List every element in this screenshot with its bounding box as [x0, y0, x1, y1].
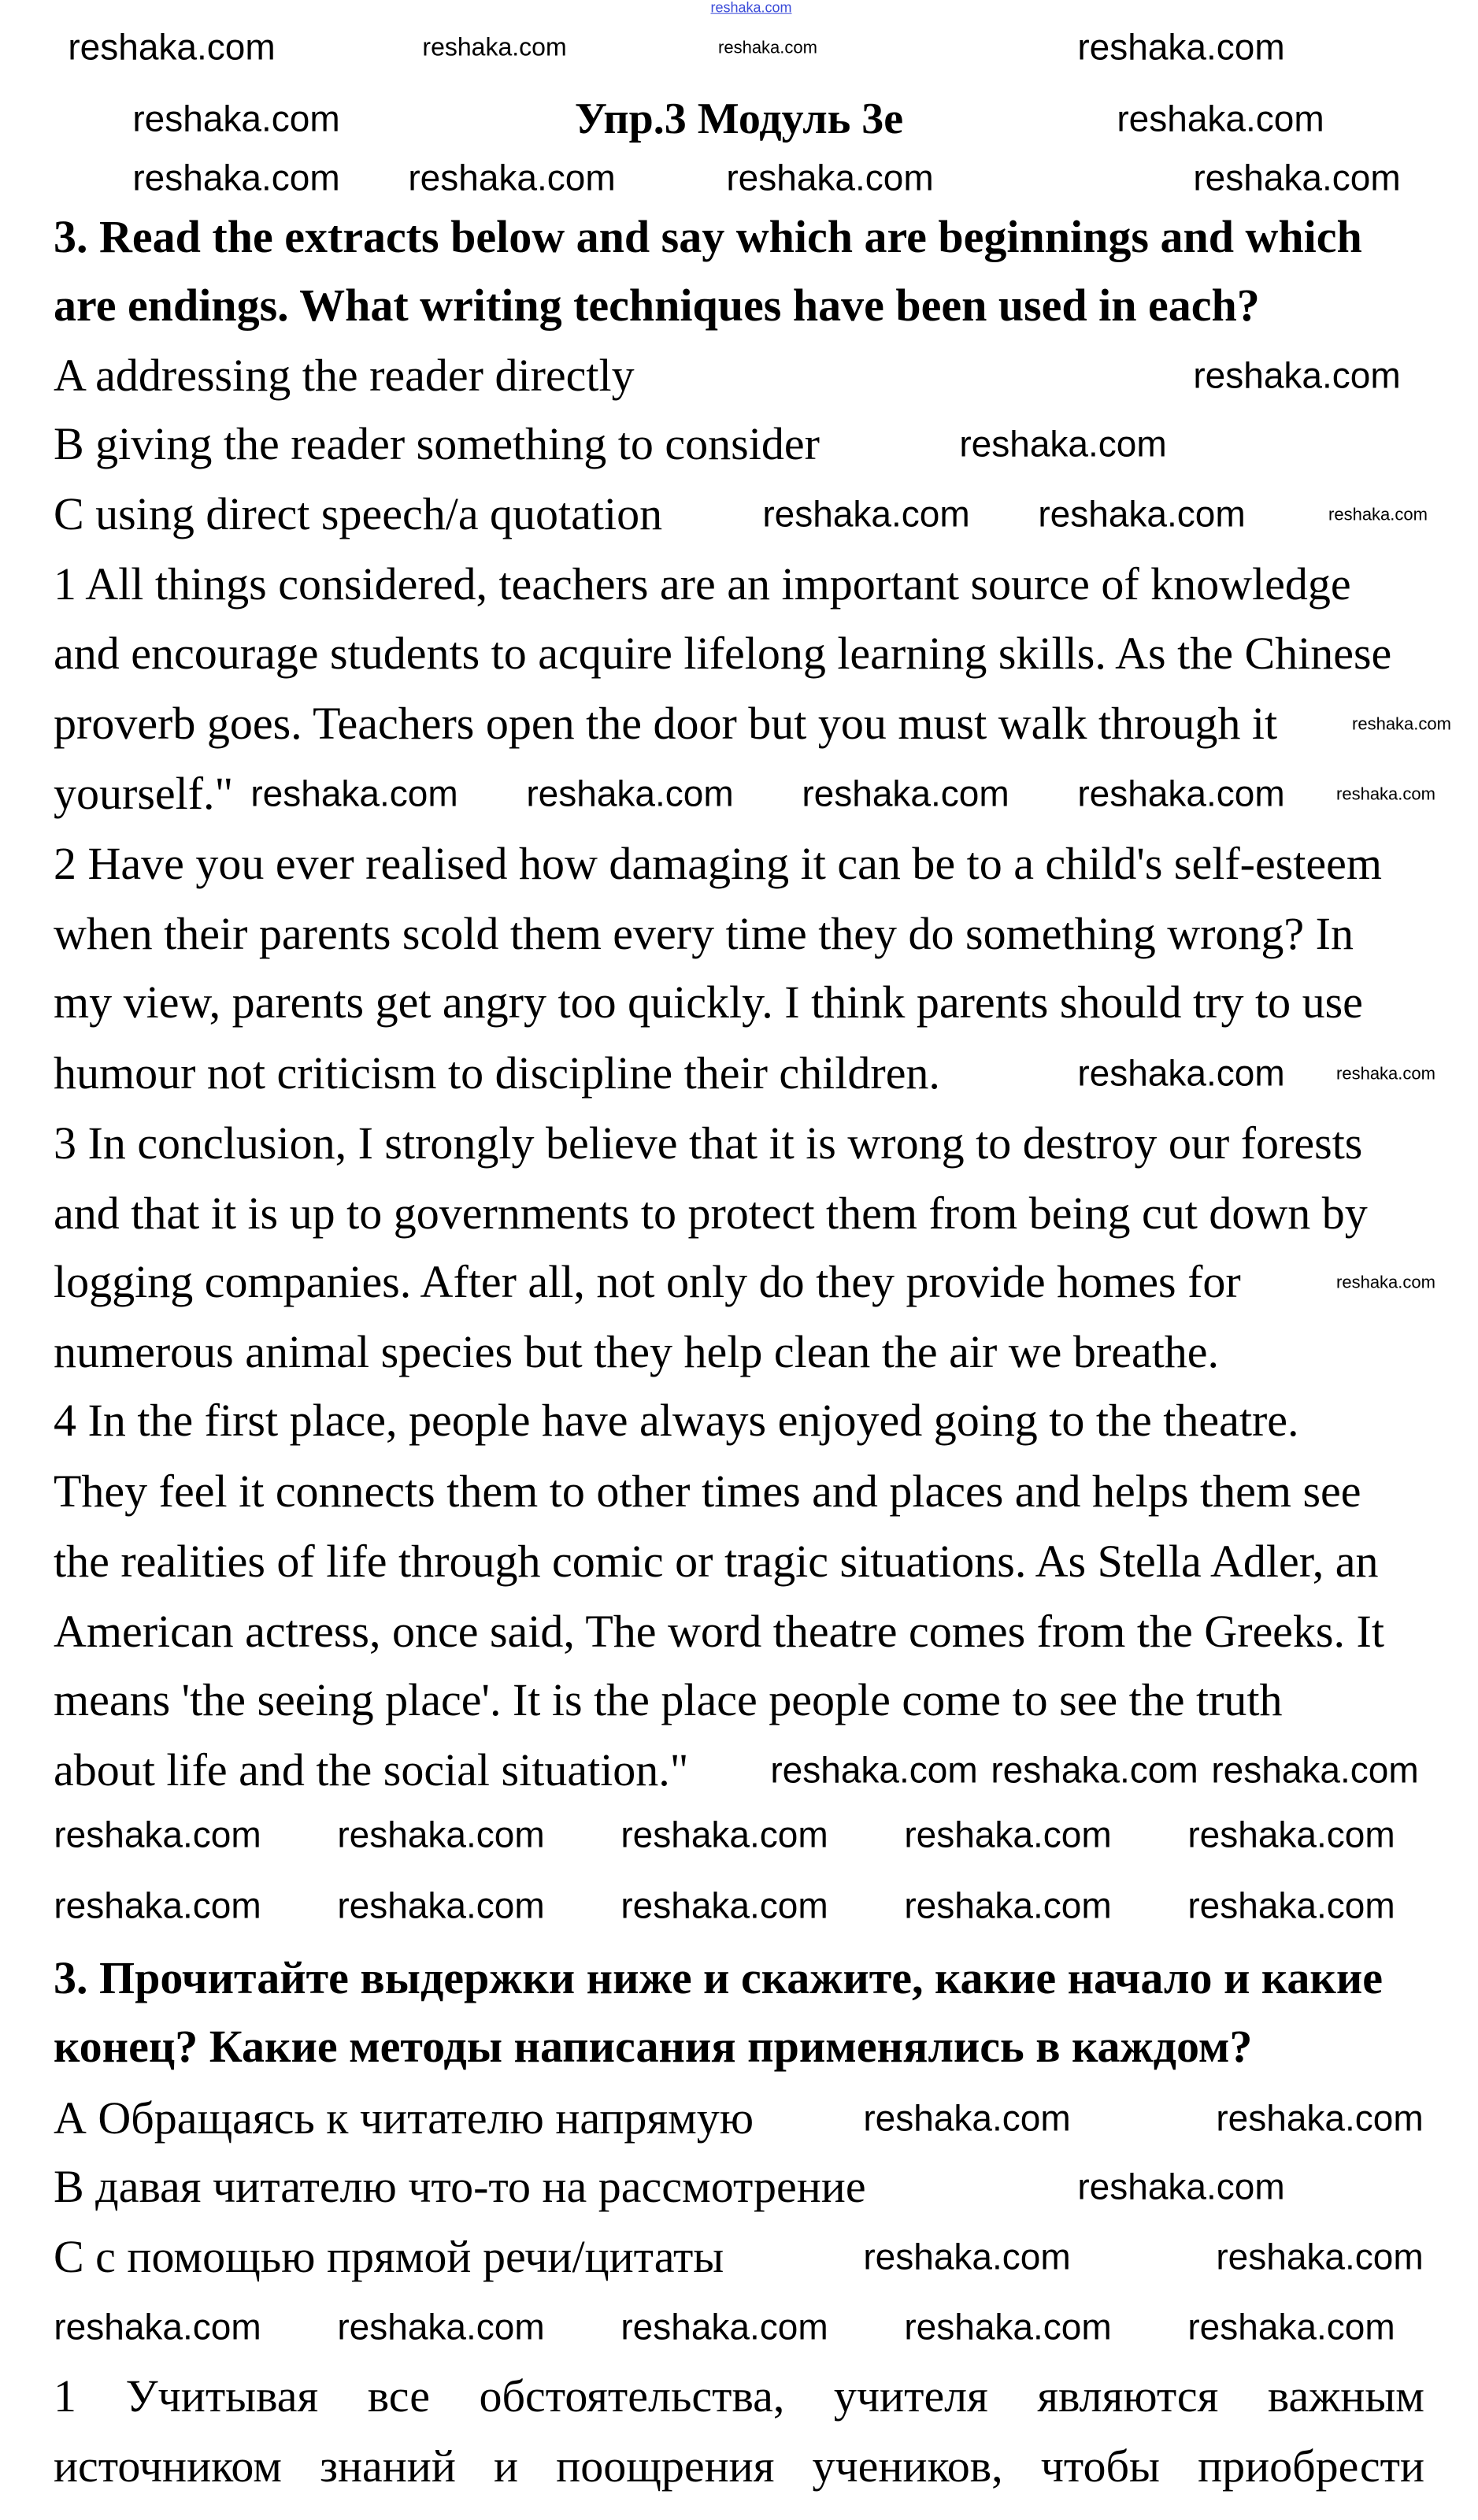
extract-1-ru-line: 1 Учитывая все обстоятельства, учителя являются важным [54, 2370, 1424, 2422]
watermark: reshaka.com [422, 32, 567, 61]
watermark: reshaka.com [132, 98, 340, 139]
watermark: reshaka.com [1211, 1749, 1419, 1791]
extract-1-line: proverb goes. Teachers open the door but you must walk through it [54, 698, 1278, 749]
watermark: reshaka.com [959, 423, 1167, 465]
watermark: reshaka.com [68, 26, 276, 68]
page-title: Упр.3 Модуль 3е [574, 94, 904, 143]
watermark: reshaka.com [1336, 1272, 1435, 1292]
watermark: reshaka.com [1336, 784, 1435, 804]
watermark: reshaka.com [1187, 2306, 1395, 2348]
watermark: reshaka.com [1216, 2097, 1424, 2139]
watermark: reshaka.com [904, 2306, 1112, 2348]
watermark: reshaka.com [1077, 1052, 1285, 1094]
extract-2-line: when their parents scold them every time they do something wrong? In [54, 908, 1354, 959]
watermark: reshaka.com [802, 773, 1009, 814]
extract-3-line: and that it is up to governments to protect them from being cut down by [54, 1188, 1368, 1239]
extract-2-line: 2 Have you ever realised how damaging it can be to a child's self-esteem [54, 838, 1383, 889]
watermark: reshaka.com [726, 157, 934, 198]
watermark: reshaka.com [1352, 713, 1451, 734]
extract-3-line: 3 In conclusion, I strongly believe that it is wrong to destroy our forests [54, 1117, 1363, 1169]
watermark: reshaka.com [762, 493, 970, 535]
extract-4-line: They feel it connects them to other times and places and helps them see [54, 1466, 1361, 1517]
exercise-question-ru-line: конец? Какие методы написания применялись в каждом? [54, 2021, 1253, 2072]
watermark: reshaka.com [54, 2306, 261, 2348]
watermark: reshaka.com [337, 1814, 545, 1855]
watermark: reshaka.com [1077, 2166, 1285, 2207]
extract-1-line: and encourage students to acquire lifelong learning skills. As the Chinese [54, 628, 1392, 679]
watermark: reshaka.com [620, 1814, 828, 1855]
watermark: reshaka.com [1117, 98, 1324, 139]
watermark: reshaka.com [1077, 773, 1285, 814]
watermark: reshaka.com [620, 1884, 828, 1926]
extract-1-ru-line: источником знаний и поощрения учеников, чтобы приобрести [54, 2440, 1424, 2492]
watermark: reshaka.com [526, 773, 734, 814]
watermark: reshaka.com [250, 773, 458, 814]
watermark: reshaka.com [904, 1814, 1112, 1855]
watermark: reshaka.com [991, 1749, 1198, 1791]
watermark-link[interactable]: reshaka.com [710, 0, 792, 16]
extract-4-line: the realities of life through comic or tragic situations. As Stella Adler, an [54, 1536, 1379, 1587]
extract-4-line: American actress, once said, The word theatre comes from the Greeks. It [54, 1606, 1384, 1657]
watermark: reshaka.com [770, 1749, 978, 1791]
watermark: reshaka.com [1336, 1063, 1435, 1084]
watermark: reshaka.com [337, 2306, 545, 2348]
watermark: reshaka.com [132, 157, 340, 198]
option-b: B giving the reader something to consider [54, 418, 820, 469]
watermark: reshaka.com [863, 2097, 1071, 2139]
watermark: reshaka.com [1038, 493, 1246, 535]
extract-3-line: numerous animal species but they help clean the air we breathe. [54, 1326, 1220, 1377]
watermark: reshaka.com [1187, 1814, 1395, 1855]
watermark: reshaka.com [863, 2236, 1071, 2277]
watermark: reshaka.com [1193, 157, 1401, 198]
extract-4-line: 4 In the first place, people have always enjoyed going to the theatre. [54, 1395, 1299, 1446]
exercise-question-en-line: 3. Read the extracts below and say which are beginnings and which [54, 211, 1362, 262]
watermark: reshaka.com [54, 1884, 261, 1926]
option-b-ru: В давая читателю что-то на рассмотрение [54, 2161, 866, 2212]
extract-1-line: yourself." [54, 768, 234, 819]
extract-2-line: humour not criticism to discipline their children. [54, 1047, 940, 1099]
option-c: C using direct speech/a quotation [54, 488, 663, 539]
extract-4-line: about life and the social situation." [54, 1744, 689, 1796]
option-c-ru: С с помощью прямой речи/цитаты [54, 2231, 724, 2282]
watermark: reshaka.com [54, 1814, 261, 1855]
option-a: A addressing the reader directly [54, 350, 635, 401]
watermark: reshaka.com [1077, 26, 1285, 68]
exercise-question-ru-line: 3. Прочитайте выдержки ниже и скажите, какие начало и какие [54, 1952, 1383, 2003]
watermark: reshaka.com [718, 37, 817, 57]
watermark: reshaka.com [1187, 1884, 1395, 1926]
watermark: reshaka.com [1193, 354, 1401, 396]
watermark: reshaka.com [1328, 504, 1428, 524]
exercise-question-en-line: are endings. What writing techniques have been used in each? [54, 280, 1260, 331]
watermark: reshaka.com [620, 2306, 828, 2348]
watermark: reshaka.com [904, 1884, 1112, 1926]
watermark: reshaka.com [408, 157, 616, 198]
extract-1-line: 1 All things considered, teachers are an important source of knowledge [54, 558, 1351, 610]
watermark: reshaka.com [1216, 2236, 1424, 2277]
option-a-ru: А Обращаясь к читателю напрямую [54, 2092, 754, 2144]
watermark: reshaka.com [337, 1884, 545, 1926]
extract-3-line: logging companies. After all, not only do they provide homes for [54, 1256, 1241, 1307]
extract-4-line: means 'the seeing place'. It is the place people come to see the truth [54, 1674, 1283, 1725]
extract-2-line: my view, parents get angry too quickly. I think parents should try to use [54, 976, 1363, 1028]
